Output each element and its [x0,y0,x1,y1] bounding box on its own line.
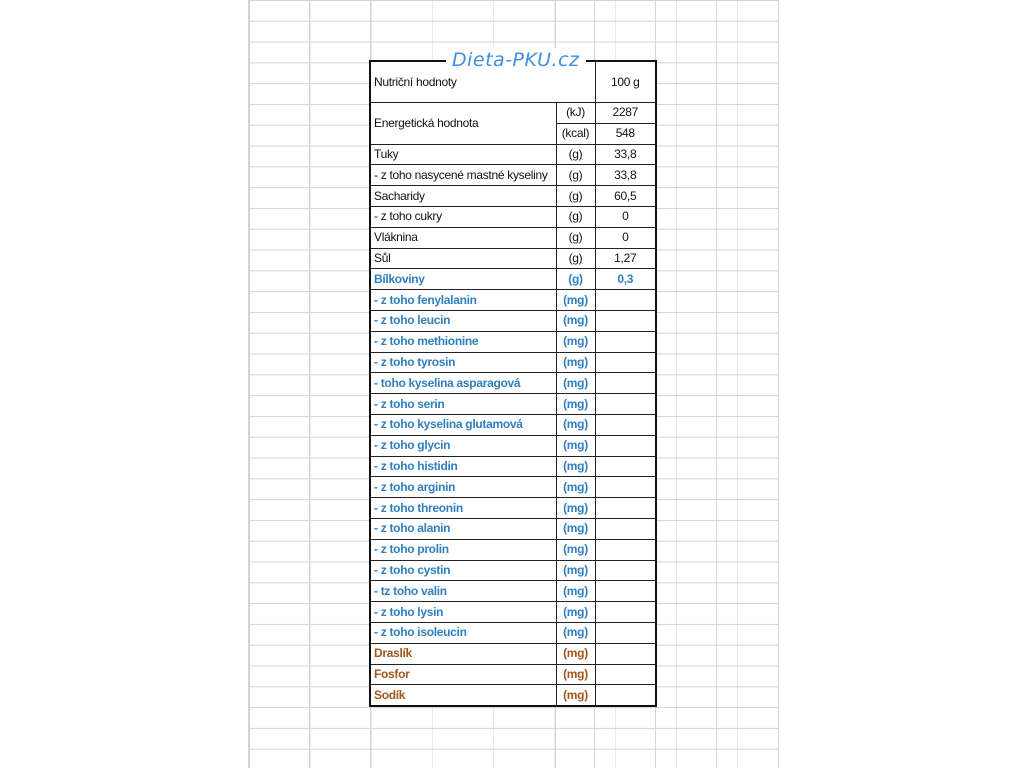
nutrient-unit: (g) [556,144,595,165]
nutrient-row [370,144,656,165]
nutrient-value [595,331,656,352]
nutrient-value [595,394,656,415]
nutrient-unit: (mg) [556,643,595,664]
grid-column-line [309,0,310,768]
nutrient-row [370,352,656,373]
nutrient-name: - z toho glycin [370,435,556,456]
nutrient-name: - z toho tyrosin [370,352,556,373]
nutrient-unit: (mg) [556,435,595,456]
energy-kcal-unit: (kcal) [556,123,595,144]
nutrient-name: - z toho nasycené mastné kyseliny [370,165,556,186]
nutrient-value: 0 [595,227,656,248]
nutrient-name: - z toho prolin [370,539,556,560]
nutrient-name: - z toho threonin [370,498,556,519]
nutrient-name: - tz toho valin [370,581,556,602]
nutrient-name: Sodík [370,685,556,706]
nutrient-name: - toho kyselina asparagová [370,373,556,394]
nutrient-row [370,456,656,477]
nutrient-row [370,560,656,581]
nutrient-name: Sůl [370,248,556,269]
nutrient-value [595,518,656,539]
nutrient-name: Vláknina [370,227,556,248]
nutrient-unit: (mg) [556,394,595,415]
nutrient-unit: (mg) [556,664,595,685]
nutrient-row [370,248,656,269]
nutrient-unit: (mg) [556,331,595,352]
nutrient-unit: (mg) [556,373,595,394]
nutrient-unit: (mg) [556,290,595,311]
nutrient-value: 0,3 [595,269,656,290]
nutrient-unit: (mg) [556,310,595,331]
nutrient-unit: (mg) [556,456,595,477]
nutrient-name: Draslík [370,643,556,664]
nutrient-unit: (g) [556,186,595,207]
nutrient-unit: (mg) [556,539,595,560]
nutrient-row [370,269,656,290]
nutrient-name: Fosfor [370,664,556,685]
nutrient-name: - z toho serin [370,394,556,415]
nutrient-value [595,602,656,623]
header-per: 100 g [595,61,656,103]
header-title: Nutriční hodnoty [370,61,595,103]
nutrient-value [595,477,656,498]
nutrient-row [370,622,656,643]
nutrient-value [595,685,656,706]
nutrient-value [595,435,656,456]
energy-kj-value: 2287 [595,103,656,124]
nutrient-value [595,664,656,685]
nutrient-value [595,581,656,602]
nutrient-value: 1,27 [595,248,656,269]
nutrient-name: - z toho histidin [370,456,556,477]
nutrient-name: - z toho kyselina glutamová [370,414,556,435]
nutrient-value [595,310,656,331]
nutrient-value [595,414,656,435]
nutrient-row [370,685,656,706]
energy-kj-unit: (kJ) [556,103,595,124]
nutrient-row [370,539,656,560]
nutrition-table [369,60,657,707]
nutrient-row [370,581,656,602]
energy-row-kj [370,103,656,124]
nutrient-name: - z toho leucin [370,310,556,331]
nutrient-value [595,539,656,560]
nutrient-value [595,290,656,311]
brand-logo: Dieta-PKU.cz [446,48,586,72]
nutrient-value [595,643,656,664]
energy-kcal-value: 548 [595,123,656,144]
nutrient-value: 0 [595,206,656,227]
nutrient-row [370,664,656,685]
nutrient-unit: (g) [556,165,595,186]
nutrient-row [370,206,656,227]
nutrient-unit: (mg) [556,581,595,602]
nutrient-name: Bílkoviny [370,269,556,290]
nutrient-name: - z toho cukry [370,206,556,227]
nutrient-name: - z toho methionine [370,331,556,352]
nutrient-unit: (g) [556,269,595,290]
nutrient-name: - z toho alanin [370,518,556,539]
nutrient-value [595,622,656,643]
nutrient-value [595,498,656,519]
nutrient-value: 33,8 [595,165,656,186]
nutrient-row [370,331,656,352]
nutrient-row [370,290,656,311]
nutrient-row [370,310,656,331]
nutrient-unit: (mg) [556,602,595,623]
nutrient-unit: (g) [556,227,595,248]
nutrient-unit: (g) [556,248,595,269]
nutrient-row [370,498,656,519]
nutrient-row [370,394,656,415]
nutrient-unit: (mg) [556,518,595,539]
nutrient-value: 60,5 [595,186,656,207]
nutrient-unit: (mg) [556,477,595,498]
nutrient-name: - z toho isoleucin [370,622,556,643]
nutrient-value [595,352,656,373]
nutrient-name: Sacharidy [370,186,556,207]
nutrient-name: - z toho cystin [370,560,556,581]
nutrient-row [370,518,656,539]
nutrient-unit: (mg) [556,685,595,706]
nutrient-unit: (g) [556,206,595,227]
nutrient-name: - z toho lysin [370,602,556,623]
nutrient-value [595,560,656,581]
nutrient-row [370,414,656,435]
nutrient-name: - z toho fenylalanin [370,290,556,311]
nutrient-row [370,602,656,623]
nutrient-row [370,186,656,207]
nutrient-unit: (mg) [556,498,595,519]
nutrient-value: 33,8 [595,144,656,165]
nutrient-row [370,477,656,498]
nutrient-unit: (mg) [556,414,595,435]
nutrient-row [370,435,656,456]
nutrient-name: - z toho arginin [370,477,556,498]
nutrient-unit: (mg) [556,352,595,373]
nutrient-value [595,373,656,394]
nutrient-row [370,643,656,664]
nutrient-row [370,373,656,394]
nutrient-value [595,456,656,477]
nutrient-row [370,165,656,186]
nutrient-unit: (mg) [556,560,595,581]
nutrient-name: Tuky [370,144,556,165]
nutrient-unit: (mg) [556,622,595,643]
grid-column-line [716,0,717,768]
nutrient-row [370,227,656,248]
energy-label: Energetická hodnota [370,103,556,145]
